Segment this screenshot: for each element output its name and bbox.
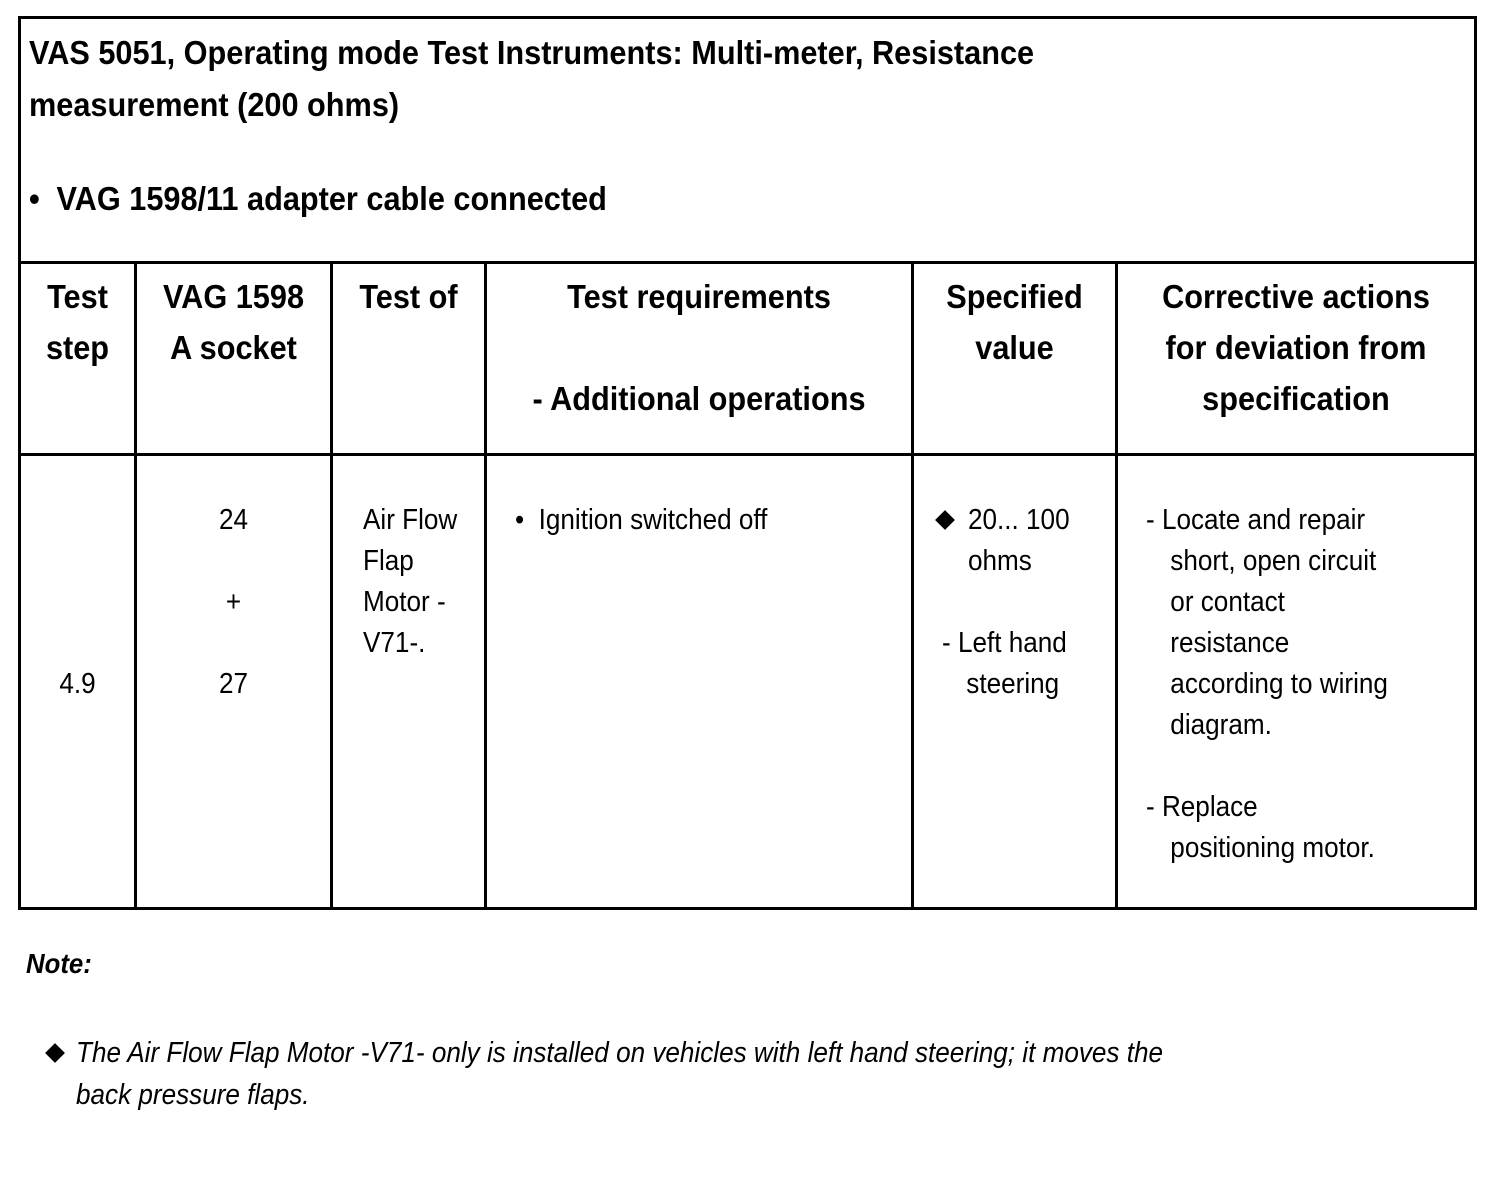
col-header-corrective xyxy=(1130,271,1461,424)
cell-line: ohms xyxy=(968,545,1032,577)
cell-line: Flap xyxy=(363,545,414,577)
cell-specified xyxy=(968,500,1070,582)
cell-line: positioning motor. xyxy=(1170,832,1375,864)
cell-line: 20... 100 xyxy=(968,504,1070,536)
col-header-line: specification xyxy=(1202,380,1390,417)
col-header-line: - Additional operations xyxy=(532,380,866,417)
col-header-line: Corrective actions xyxy=(1162,278,1430,315)
cell-line: short, open circuit xyxy=(1170,545,1377,577)
cell-specified-sub xyxy=(942,623,1067,705)
cell-requirement xyxy=(515,500,767,541)
cell-requirement-text: Ignition switched off xyxy=(538,504,768,536)
col-header-test-of xyxy=(338,271,478,322)
note-label: Note: xyxy=(26,948,92,979)
col-header-line: for deviation from xyxy=(1165,329,1427,366)
cell-line: - Locate and repair xyxy=(1146,504,1366,536)
col-header-line: A socket xyxy=(170,329,297,366)
cell-socket-bottom: 27 xyxy=(218,668,249,700)
col-header-specified xyxy=(921,271,1108,373)
column-divider xyxy=(134,264,137,907)
cell-line: or contact xyxy=(1170,586,1285,618)
cell-corrective-2 xyxy=(1146,787,1375,869)
cell-line: resistance xyxy=(1170,627,1290,659)
bullet-icon: • xyxy=(515,504,539,536)
cell-line: diagram. xyxy=(1170,709,1272,741)
table-title xyxy=(29,27,1145,131)
col-header-line: value xyxy=(975,329,1054,366)
cell-line: Motor - xyxy=(363,586,446,618)
col-header-line: step xyxy=(45,329,110,366)
column-divider xyxy=(330,264,333,907)
test-table xyxy=(18,16,1477,910)
col-header-test-step xyxy=(25,271,130,373)
table-header-box xyxy=(21,19,1474,264)
col-header-line: Test xyxy=(47,278,108,315)
column-divider xyxy=(1115,264,1118,907)
column-divider xyxy=(484,264,487,907)
col-header-line: Test requirements xyxy=(567,278,831,315)
col-header-line: Test of xyxy=(359,278,458,315)
cell-test-step: 4.9 xyxy=(59,668,96,700)
note-text-line-1: The Air Flow Flap Motor -V71- only is installed on vehicles with left hand steering; it moves the xyxy=(76,1037,1164,1069)
cell-socket-top: 24 xyxy=(218,504,249,536)
col-header-line: Specified xyxy=(946,278,1083,315)
col-header-line: VAG 1598 xyxy=(162,278,305,315)
adapter-requirement xyxy=(29,173,607,225)
cell-test-of xyxy=(363,500,457,664)
title-line-2: measurement (200 ohms) xyxy=(29,86,400,123)
title-line-1: VAS 5051, Operating mode Test Instruments: Multi-meter, Resistance xyxy=(29,34,1035,71)
column-divider xyxy=(911,264,914,907)
cell-line: Air Flow xyxy=(363,504,458,536)
cell-corrective-1 xyxy=(1146,500,1388,746)
footnote-diamond-icon xyxy=(45,1043,65,1063)
spacer xyxy=(502,322,896,373)
bullet-icon: • xyxy=(29,180,40,217)
note-text-line-2: back pressure flaps. xyxy=(76,1079,310,1111)
footnote-diamond-icon xyxy=(935,510,955,530)
cell-line: steering xyxy=(966,668,1060,700)
cell-line: V71-. xyxy=(363,627,426,659)
cell-line: - Left hand xyxy=(942,627,1067,659)
col-header-requirements xyxy=(502,271,896,424)
cell-line: - Replace xyxy=(1146,791,1258,823)
row-divider xyxy=(21,453,1474,456)
adapter-requirement-text: VAG 1598/11 adapter cable connected xyxy=(56,180,607,217)
cell-socket-plus: + xyxy=(225,586,242,618)
col-header-socket xyxy=(144,271,323,373)
cell-line: according to wiring xyxy=(1170,668,1388,700)
